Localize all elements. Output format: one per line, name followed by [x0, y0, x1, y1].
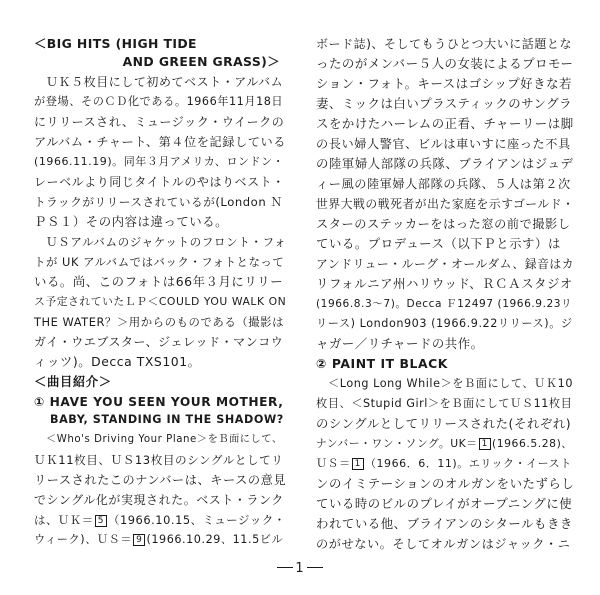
- paragraph-line: (1966.11.19)。同年３月アメリカ、ロンドン・: [34, 155, 285, 168]
- page-number-dash-left: [277, 567, 293, 568]
- rank-box: 1: [479, 438, 491, 450]
- rank-box: 5: [95, 515, 107, 527]
- paragraph-line: ＰＳ１）その内容は違っている。: [34, 214, 229, 229]
- paragraph-line: ション・フォト。キースはゴシップ好きな若: [316, 76, 572, 91]
- paragraph-line: リフォルニア州ハリウッド、ＲＣＡスタジオ: [316, 276, 573, 291]
- rank-prefix: ＵＳ＝: [316, 457, 351, 470]
- rank-box: 9: [133, 534, 145, 546]
- song2-line: 枚目、＜Stupid Girl＞をＢ面にしてＵＳ11枚目: [316, 397, 573, 410]
- paragraph-line: いる。尚、このフォトは66年３月にリリー: [34, 274, 284, 289]
- song2-rank-us-line: [316, 454, 572, 474]
- paragraph-line: の長い婦人警官、ビルは車いすに座った不具: [316, 137, 571, 151]
- rank-prefix: は、ＵＫ＝: [34, 513, 94, 527]
- paragraph-line: ている。プロデュース（以下Ｐと示す）は: [316, 236, 561, 251]
- song2-line: のがせない。そしてオルガンはジャック・ニ: [316, 537, 571, 551]
- rank-suffix: （1966.10.15、ミュージック・: [108, 513, 286, 527]
- paragraph-line: リース) London903 (1966.9.22リリース)。ジ: [316, 317, 573, 330]
- paragraph-line: の陸軍婦人部隊の兵隊、ブライアンはジュデ: [316, 156, 574, 171]
- paragraph-line: ス予定されていたＬＰ＜COULD YOU WALK ON: [34, 295, 287, 308]
- paragraph-line: ったのがメンバー５人の女装によるプロモー: [316, 56, 574, 71]
- song2-line: ＜Long Long While＞をＢ面にして、ＵＫ10: [328, 377, 573, 390]
- rank-suffix: （1966．6．11)。エリック・イースト: [364, 457, 572, 470]
- rank-box: 1: [352, 458, 364, 470]
- section-title-line-2: AND GREEN GRASS)＞: [122, 54, 280, 69]
- song1-rank-us-line: [34, 530, 283, 550]
- rank-suffix: (1966.5.28)、: [491, 437, 573, 450]
- song1-title-line-2: BABY, STANDING IN THE SHADOW?: [50, 413, 284, 426]
- song2-line: のシングルとしてリリースされた(それぞれ): [316, 416, 572, 431]
- page-number: [0, 561, 600, 576]
- paragraph-line: が登場、そのＣＤ化である。1966年11月18日: [34, 95, 284, 108]
- paragraph-line: スをかけたハーレムの正看、チャーリーは脚: [316, 116, 574, 131]
- paragraph-line: トが UK アルバムではバック・フォトとなって: [34, 255, 285, 269]
- rank-suffix: (1966.10.29、11.5ビル: [146, 533, 284, 546]
- song2-rank-uk-line: [316, 434, 573, 454]
- paragraph-line: THE WATER？＞用からのものである（撮影は: [34, 315, 285, 329]
- song1-rank-uk-line: [34, 510, 286, 530]
- song1-line: ＵＫ11枚目、ＵＳ13枚目のシングルとしてリ: [34, 453, 284, 467]
- song1-line: ＜Who's Driving Your Plane＞をＢ面にして、: [46, 434, 283, 445]
- page-number-value: 1: [295, 561, 305, 576]
- paragraph-line: 世界大戦の戦死者が出た家庭を示すゴールド・: [316, 197, 575, 211]
- paragraph-line: ャガー／リチャードの共作。: [316, 336, 484, 351]
- section-title-line-1: ＜BIG HITS (HIGH TIDE: [34, 36, 197, 51]
- paragraph-line: トラックがリリースされているが(London Ｎ: [34, 195, 283, 209]
- paragraph-line: ＵＫ５枚目にして初めてベスト・アルバム: [46, 75, 284, 89]
- song1-line: リースされたこのナンバーは、キースの意見: [34, 473, 287, 487]
- paragraph-line: スターのステッカーをはった窓の前で撮影し: [316, 217, 571, 231]
- page-number-dash-right: [307, 567, 323, 568]
- rank-prefix: ナンバー・ワン・ソング。UK＝: [316, 437, 478, 450]
- paragraph-line: アルバム・チャート、第４位を記録している: [34, 135, 286, 149]
- songs-header: ＜曲目紹介＞: [34, 374, 112, 389]
- song2-line: われている他、ブライアンのシタールもきき: [316, 516, 573, 531]
- paragraph-line: 妻、ミックは白いプラスティックのサングラ: [316, 96, 573, 111]
- song1-line: でシングル化が実現された。ベスト・ランク: [34, 493, 284, 507]
- song2-title: ② PAINT IT BLACK: [316, 356, 448, 371]
- paragraph-line: ボード誌)、そしてもうひとつ大いに話題とな: [316, 37, 572, 51]
- song1-title-line-1: ① HAVE YOU SEEN YOUR MOTHER,: [34, 395, 284, 409]
- paragraph-line: にリリースされ、ミュージック・ウイークの: [34, 115, 285, 129]
- song2-line: ンのイミテーションのオルガンをいたずらし: [316, 476, 575, 491]
- paragraph-line: ィー風の陸軍婦人部隊の兵隊、５人は第２次: [316, 177, 571, 191]
- paragraph-line: ＵＳアルバムのジャケットのフロント・フォ: [46, 235, 287, 249]
- paragraph-line: (1966.8.3～7)。Decca Ｆ12497 (1966.9.23リ: [316, 298, 573, 310]
- song2-line: ている時のビルのプレイがオープニングに使: [316, 496, 573, 511]
- paragraph-line: アンドリュー・ルーグ・オールダム、録音はカ: [316, 257, 575, 271]
- paragraph-line: レーベルより同じタイトルのやはりベスト・: [34, 175, 285, 189]
- rank-prefix: ウィーク)、ＵＳ＝: [34, 533, 133, 546]
- paragraph-line: ィッツ)。Decca TXS101。: [34, 354, 201, 369]
- paragraph-line: ガイ・ウエブスター、ジェレッド・マンコウ: [34, 335, 284, 349]
